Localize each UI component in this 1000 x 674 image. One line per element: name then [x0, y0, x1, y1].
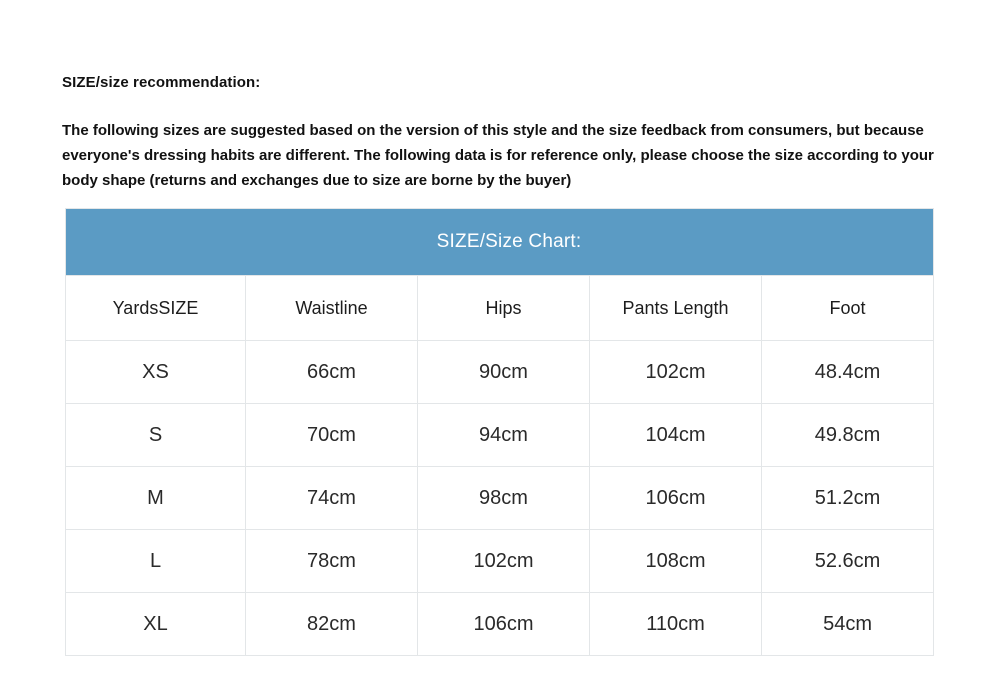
cell-foot: 52.6cm: [762, 530, 934, 593]
column-header-size: YardsSIZE: [66, 276, 246, 341]
cell-waistline: 66cm: [246, 341, 418, 404]
table-row: [66, 404, 934, 467]
table-row: [66, 341, 934, 404]
intro-paragraph: The following sizes are suggested based on the version of this style and the size feedback from consumers, but because everyone's dressing habits are different. The following data is for reference only, please choose the size according to your body shape (returns and exchanges due to size are borne by the buyer): [62, 122, 934, 189]
cell-size: S: [66, 404, 246, 467]
cell-size: XS: [66, 341, 246, 404]
cell-foot: 54cm: [762, 593, 934, 656]
cell-hips: 102cm: [418, 530, 590, 593]
table-banner-label: SIZE/Size Chart:: [66, 209, 934, 276]
cell-waistline: 82cm: [246, 593, 418, 656]
cell-hips: 98cm: [418, 467, 590, 530]
cell-pants-length: 108cm: [590, 530, 762, 593]
cell-waistline: 78cm: [246, 530, 418, 593]
cell-size: M: [66, 467, 246, 530]
cell-pants-length: 102cm: [590, 341, 762, 404]
table-row: [66, 467, 934, 530]
cell-hips: 94cm: [418, 404, 590, 467]
cell-size: L: [66, 530, 246, 593]
cell-foot: 49.8cm: [762, 404, 934, 467]
cell-waistline: 74cm: [246, 467, 418, 530]
cell-pants-length: 110cm: [590, 593, 762, 656]
cell-foot: 51.2cm: [762, 467, 934, 530]
cell-foot: 48.4cm: [762, 341, 934, 404]
table-banner-row: [66, 209, 934, 276]
cell-pants-length: 106cm: [590, 467, 762, 530]
table-row: [66, 530, 934, 593]
cell-pants-length: 104cm: [590, 404, 762, 467]
cell-hips: 106cm: [418, 593, 590, 656]
column-header-hips: Hips: [418, 276, 590, 341]
cell-waistline: 70cm: [246, 404, 418, 467]
table-row: [66, 593, 934, 656]
column-header-waistline: Waistline: [246, 276, 418, 341]
size-chart-table: [65, 208, 934, 656]
column-header-foot: Foot: [762, 276, 934, 341]
cell-size: XL: [66, 593, 246, 656]
column-header-pants-length: Pants Length: [590, 276, 762, 341]
table-header-row: [66, 276, 934, 341]
size-chart-table-wrapper: [65, 208, 933, 656]
cell-hips: 90cm: [418, 341, 590, 404]
intro-title: SIZE/size recommendation:: [62, 74, 261, 91]
